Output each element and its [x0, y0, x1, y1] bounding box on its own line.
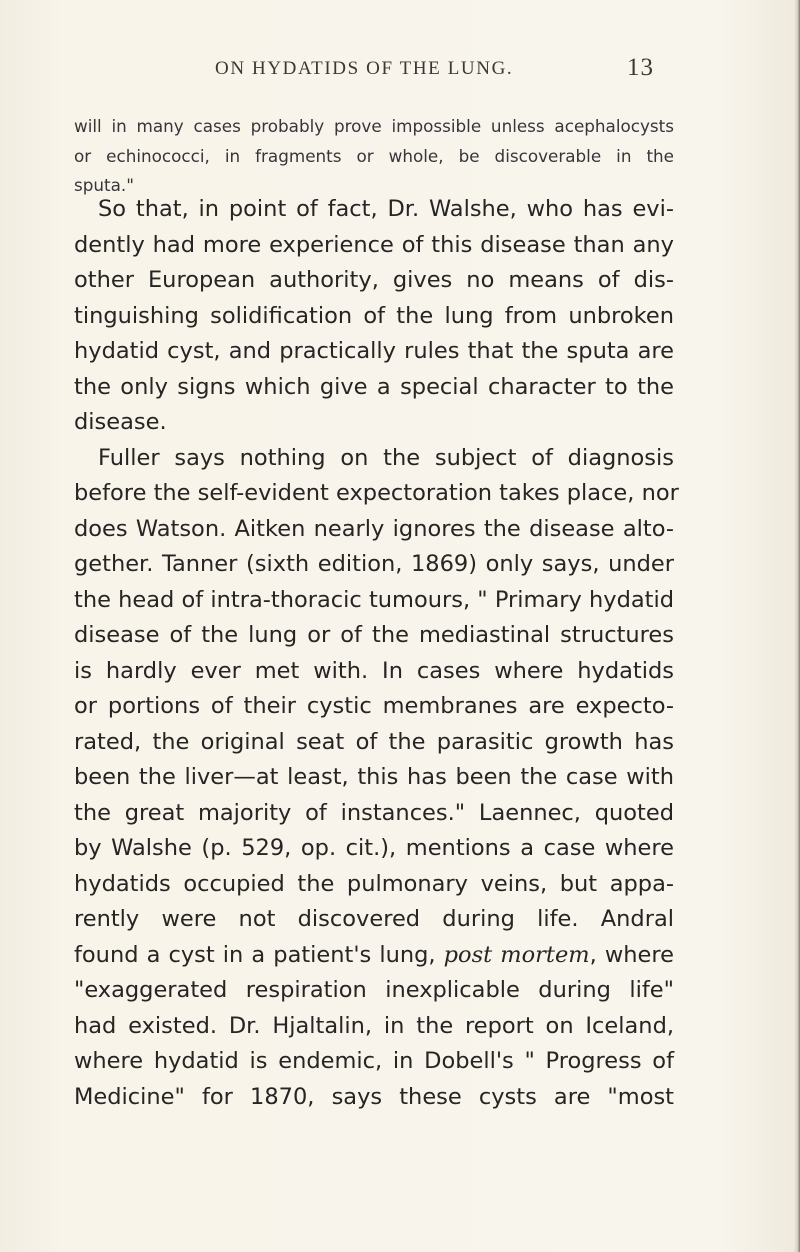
text-line: So that, in point of fact, Dr. Walshe, who has evi- — [98, 196, 674, 222]
text-line: where hydatid is endemic, in Dobell's " Progress of — [74, 1048, 674, 1074]
text-line: before the self-evident expectoration takes place, nor — [74, 480, 679, 506]
text-line: by Walshe (p. 529, op. cit.), mentions a case where — [74, 835, 674, 861]
text-line: been the liver—at least, this has been the case with — [74, 764, 674, 790]
text-line: rently were not discovered during life. Andral — [74, 906, 674, 932]
text-line: had existed. Dr. Hjaltalin, in the report on Iceland, — [74, 1012, 674, 1039]
text-line: tinguishing solidification of the lung from unbroken — [74, 302, 674, 329]
page-edge-shadow — [794, 0, 800, 1252]
quote-line: sputa." — [74, 175, 134, 195]
text-line: Medicine" for 1870, says these cysts are "most — [74, 1083, 674, 1110]
quote-line: or echinococci, in fragments or whole, be discoverable in the — [74, 145, 674, 166]
text-line: gether. Tanner (sixth edition, 1869) only says, under — [74, 551, 674, 577]
text-line: hydatid cyst, and practically rules that the sputa are — [74, 338, 674, 364]
quoted-passage — [74, 112, 674, 201]
text-line: dently had more experience of this disease than any — [74, 231, 674, 258]
text-fragment: , where — [589, 941, 674, 968]
text-line: or portions of their cystic membranes are expecto- — [74, 693, 674, 719]
body-text — [74, 192, 679, 1115]
text-line: hydatids occupied the pulmonary veins, but appa- — [74, 870, 674, 897]
page-header — [0, 54, 800, 94]
page-number: 13 — [627, 54, 654, 81]
text-line: disease. — [74, 409, 167, 435]
text-line: Fuller says nothing on the subject of diagnosis — [98, 444, 674, 471]
text-fragment: found a cyst in a patient's lung, — [74, 941, 444, 968]
text-line-postmortem — [74, 938, 674, 974]
text-line: other European authority, gives no means of dis- — [74, 267, 674, 293]
text-line: the only signs which give a special character to the — [74, 373, 674, 400]
quote-line: will in many cases probably prove impossible unless acephalocysts — [74, 116, 674, 136]
text-line: the head of intra-thoracic tumours, " Primary hydatid — [74, 586, 674, 613]
running-title: ON HYDATIDS OF THE LUNG. — [215, 58, 514, 79]
text-line: is hardly ever met with. In cases where hydatids — [74, 657, 674, 684]
text-line: does Watson. Aitken nearly ignores the disease alto- — [74, 515, 674, 542]
text-line: the great majority of instances." Laennec, quoted — [74, 799, 674, 826]
text-line: "exaggerated respiration inexplicable during life" — [74, 977, 674, 1003]
italic-phrase: post mortem — [443, 941, 590, 968]
text-line: disease of the lung or of the mediastinal structures — [74, 622, 674, 648]
text-line: rated, the original seat of the parasitic growth has — [74, 728, 674, 755]
